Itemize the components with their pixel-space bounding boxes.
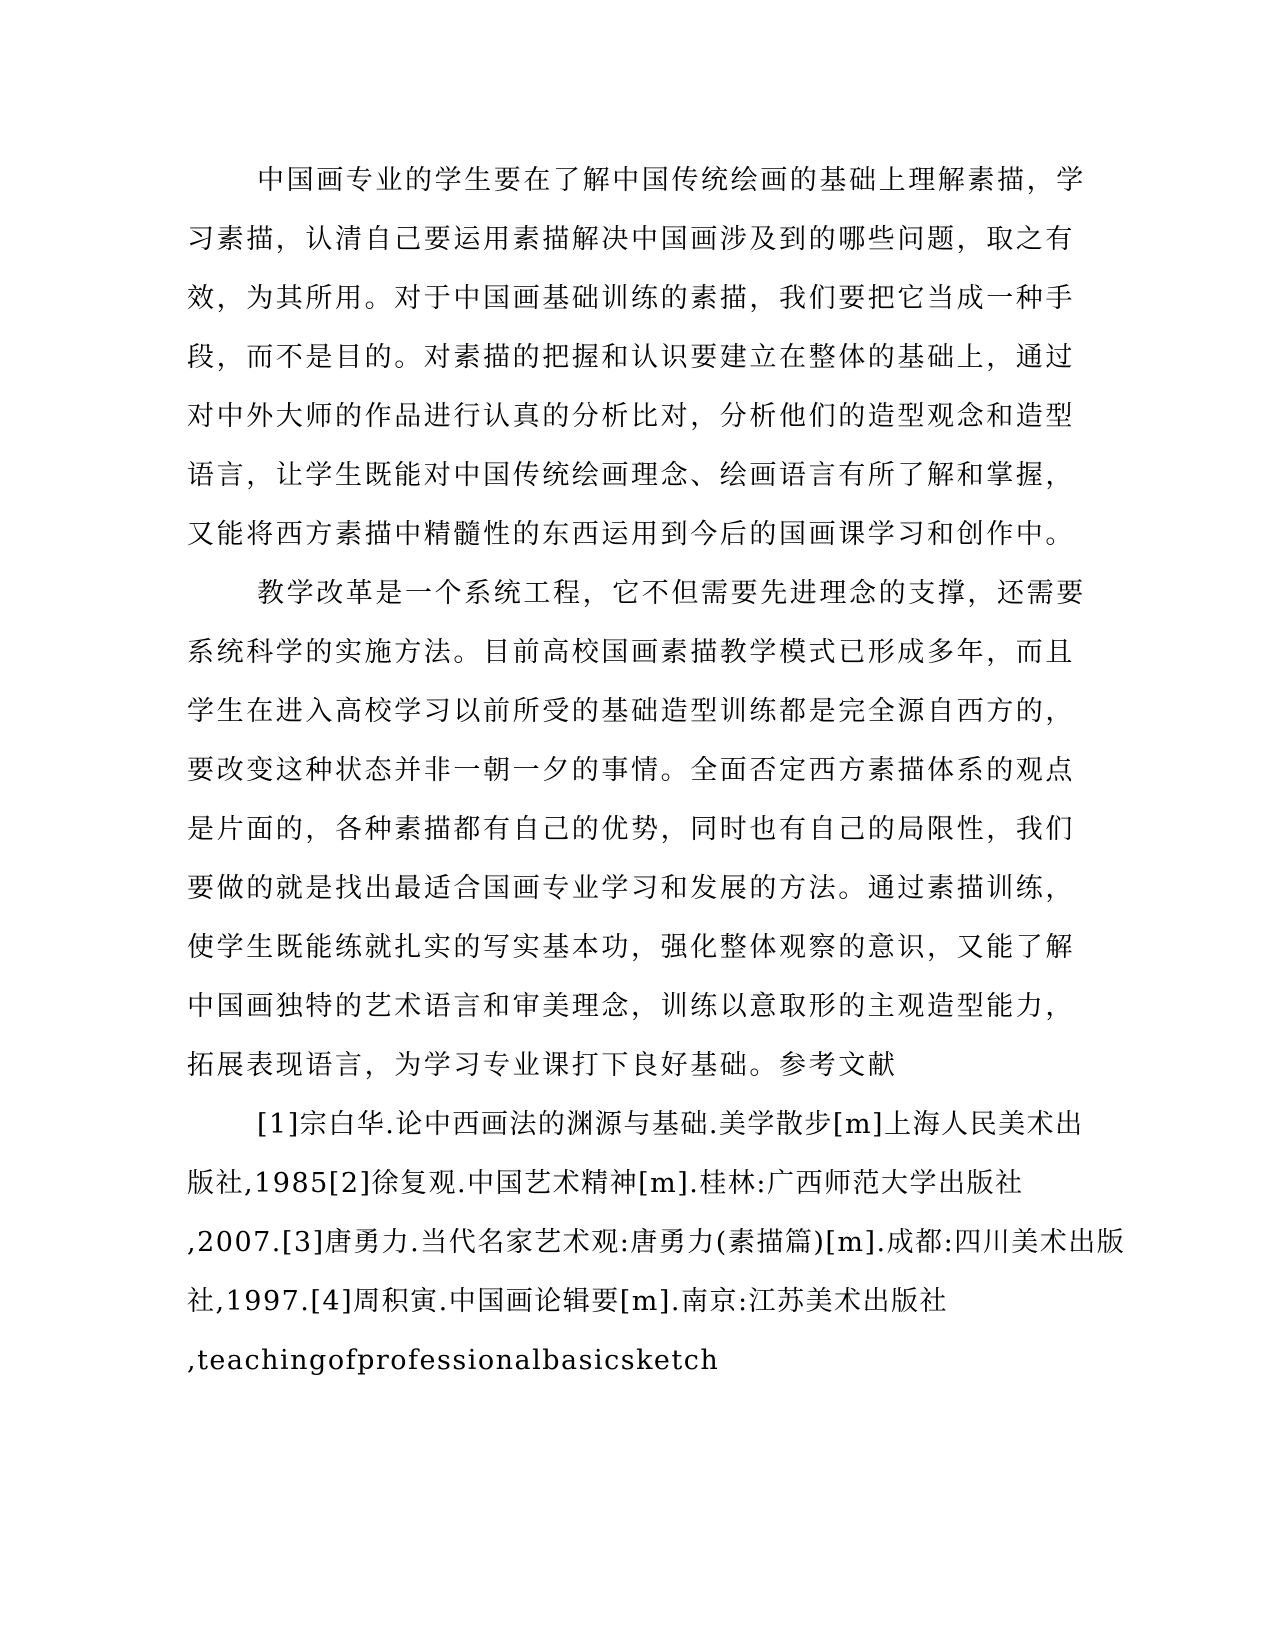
paragraph-1-line-2: 习素描，认清自己要运用素描解决中国画涉及到的哪些问题，取之有 bbox=[187, 224, 1075, 255]
paragraph-1-line-5: 对中外大师的作品进行认真的分析比对，分析他们的造型观念和造型 bbox=[187, 401, 1075, 432]
paragraph-2-line-6: 要做的就是找出最适合国画专业学习和发展的方法。通过素描训练， bbox=[187, 873, 1075, 904]
reference-line-4: 社,1997.[4]周积寅.中国画论辑要[m].南京:江苏美术出版社 bbox=[187, 1286, 949, 1317]
paragraph-2-line-4: 要改变这种状态并非一朝一夕的事情。全面否定西方素描体系的观点 bbox=[187, 755, 1075, 786]
reference-line-2: 版社,1985[2]徐复观.中国艺术精神[m].桂林:广西师范大学出版社 bbox=[187, 1168, 1024, 1199]
paragraph-1-line-3: 效，为其所用。对于中国画基础训练的素描，我们要把它当成一种手 bbox=[187, 283, 1075, 314]
paragraph-1-line-7: 又能将西方素描中精髓性的东西运用到今后的国画课学习和创作中。 bbox=[187, 519, 1075, 550]
reference-line-5: ,teachingofprofessionalbasicsketch bbox=[187, 1345, 720, 1376]
paragraph-1-line-6: 语言，让学生既能对中国传统绘画理念、绘画语言有所了解和掌握， bbox=[187, 460, 1075, 491]
paragraph-2-line-3: 学生在进入高校学习以前所受的基础造型训练都是完全源自西方的， bbox=[187, 696, 1075, 727]
paragraph-1-line-4: 段，而不是目的。对素描的把握和认识要建立在整体的基础上，通过 bbox=[187, 342, 1075, 373]
paragraph-2-line-7: 使学生既能练就扎实的写实基本功，强化整体观察的意识，又能了解 bbox=[187, 932, 1075, 963]
reference-line-3: ,2007.[3]唐勇力.当代名家艺术观:唐勇力(素描篇)[m].成都:四川美术出版 bbox=[187, 1227, 1126, 1258]
paragraph-2-line-1: 教学改革是一个系统工程，它不但需要先进理念的支撑，还需要 bbox=[257, 578, 1086, 609]
paragraph-2-line-9: 拓展表现语言，为学习专业课打下良好基础。参考文献 bbox=[187, 1050, 898, 1081]
reference-line-1: [1]宗白华.论中西画法的渊源与基础.美学散步[m]上海人民美术出 bbox=[257, 1109, 1084, 1140]
paragraph-2-line-5: 是片面的，各种素描都有自己的优势，同时也有自己的局限性，我们 bbox=[187, 814, 1075, 845]
paragraph-2-line-8: 中国画独特的艺术语言和审美理念，训练以意取形的主观造型能力， bbox=[187, 991, 1075, 1022]
paragraph-1-line-1: 中国画专业的学生要在了解中国传统绘画的基础上理解素描，学 bbox=[257, 165, 1086, 196]
paragraph-2-line-2: 系统科学的实施方法。目前高校国画素描教学模式已形成多年，而且 bbox=[187, 637, 1075, 668]
